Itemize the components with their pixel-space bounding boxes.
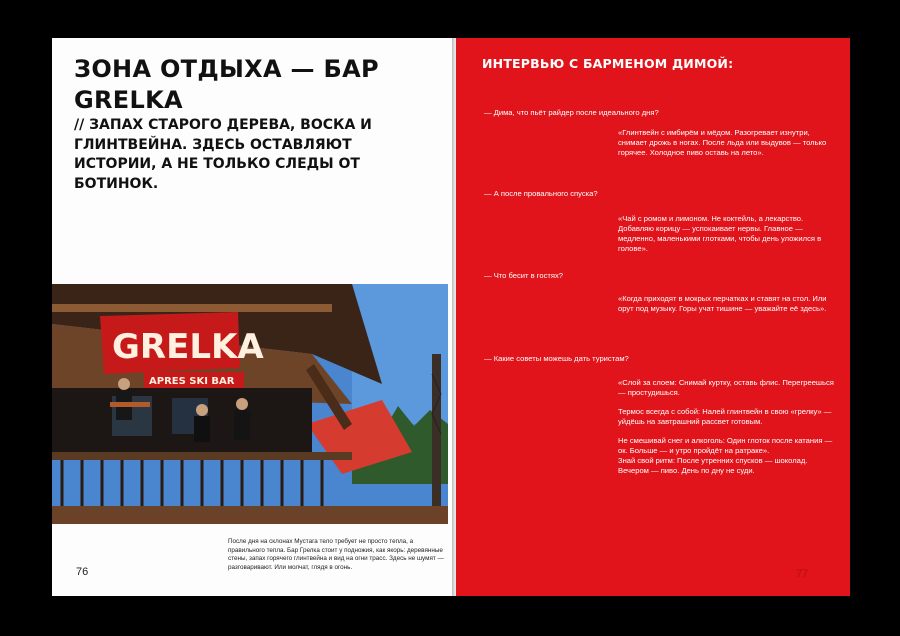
answer-paragraph: «Слой за слоем: Снимай куртку, оставь флис. Перегреешься — простудишься. — [618, 378, 834, 397]
lede-text: // ЗАПАХ СТАРОГО ДЕРЕВА, ВОСКА И ГЛИНТВЕЙНА. ЗДЕСЬ ОСТАВЛЯЮТ ИСТОРИИ, А НЕ ТОЛЬКО СЛЕДЫ ОТ БОТИНОК. — [74, 117, 372, 192]
bar-sign: GRELKA — [112, 327, 264, 367]
answer-paragraph: «Чай с ромом и лимоном. Не коктейль, а лекарство. Добавляю корицу — успокаивает нервы. Главное — медленно, маленькими глотками, чтобы день уложился в голове». — [618, 214, 822, 253]
question-2: — А после провального спуска? — [484, 189, 598, 198]
answer-paragraph: Термос всегда с собой: Налей глинтвейн в свою «грелку» — уйдёшь на завтрашний рассвет готовым. — [618, 407, 832, 426]
right-page — [456, 38, 850, 596]
question-3: — Что бесит в гостях? — [484, 271, 563, 280]
answer-paragraph: Не смешивай снег и алкоголь: Один глоток после катания — ок. Больше — и утро пройдёт на ратраке». — [618, 436, 833, 455]
page-number-left: 76 — [76, 566, 89, 578]
answer-1 — [618, 128, 838, 167]
answer-3 — [618, 294, 838, 323]
page-number-right: 77 — [796, 568, 809, 580]
question-4: — Какие советы можешь дать туристам? — [484, 354, 629, 363]
bar-photo — [52, 284, 448, 524]
interview-title: ИНТЕРВЬЮ С БАРМЕНОМ ДИМОЙ: — [482, 56, 734, 71]
page-title: ЗОНА ОТДЫХА — БАР GRELKA — [74, 55, 379, 114]
answer-4 — [618, 378, 838, 485]
question-1: — Дима, что пьёт райдер после идеального дня? — [484, 108, 659, 117]
answer-paragraph: Знай свой ритм: После утренних спусков — шоколад. Вечером — пиво. День по дну не суди. — [618, 456, 808, 475]
answer-paragraph: «Когда приходят в мокрых перчатках и ставят на стол. Или орут под музыку. Горы учат тишине — уважайте её здесь». — [618, 294, 827, 313]
bar-subsign: APRES SKI BAR — [149, 376, 235, 387]
answer-2 — [618, 214, 838, 263]
photo-caption: После дня на склонах Мустага тело требует не просто тепла, а правильного тепла. Бар Грелка стоит у подножия, как якорь: деревянные стены, запах горячего глинтвейна и вид на огни трасс. Здесь не шумят — разговаривают. Или молчат, глядя в огонь. — [228, 538, 444, 571]
answer-paragraph: «Глинтвейн с имбирём и мёдом. Разогревает изнутри, снимает дрожь в ногах. После льда или выдувов — только горячее. Холодное пиво оставь на лето». — [618, 128, 827, 157]
left-page — [52, 38, 456, 596]
